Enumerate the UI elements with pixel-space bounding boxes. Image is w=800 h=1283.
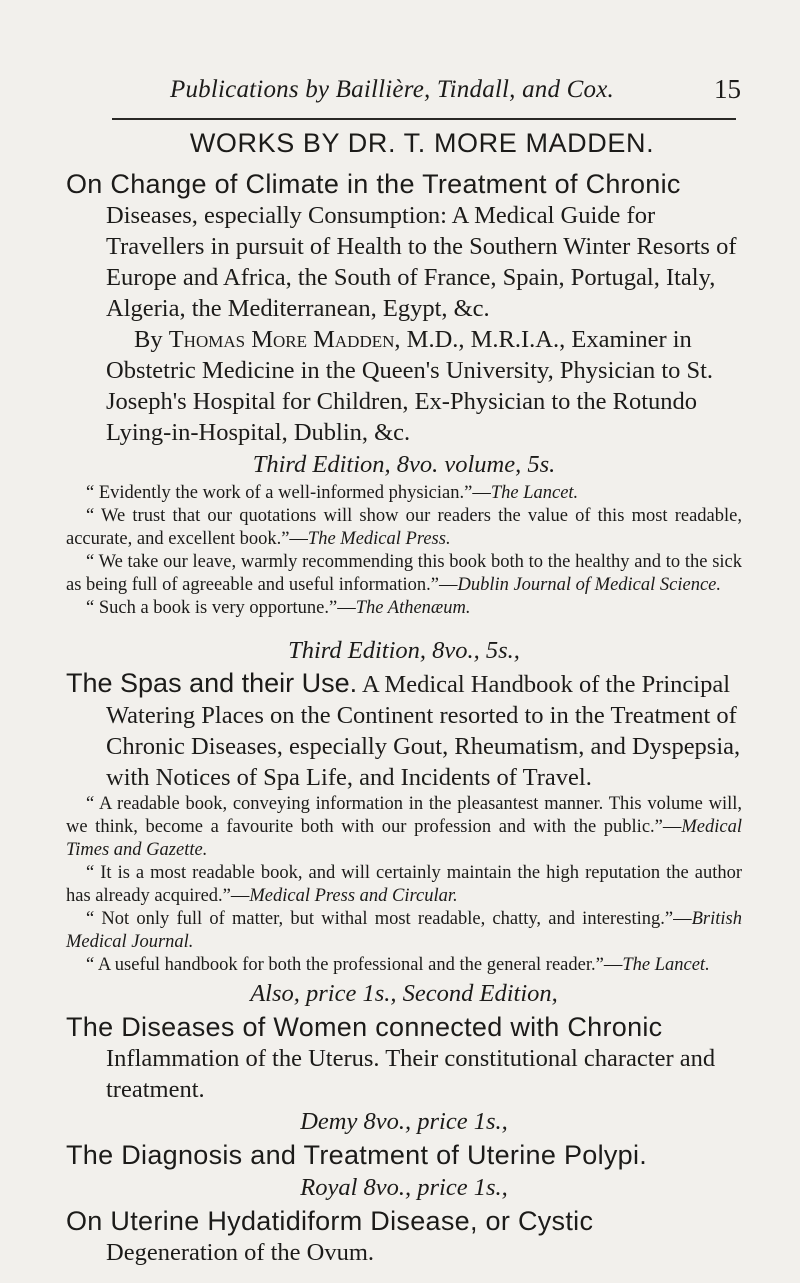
review-quote: “ It is a most readable book, and will certainly maintain the high reputation the author has already acquired.”—Medical Press and Circular.: [66, 863, 742, 906]
review-quote: “ Evidently the work of a well-informed physician.”—The Lancet.: [86, 483, 579, 503]
book-title: On Change of Climate in the Treatment of Chronic: [66, 169, 681, 199]
book-title: On Uterine Hydatidiform Disease, or Cystic: [66, 1206, 594, 1236]
book-description: The Spas and their Use. A Medical Handbook of the Principal Watering Places on the Continent resorted to in the Treatment of Chronic Diseases, especially Gout, Rheumatism, and Dyspepsia, with Notices of Spa Life, and Incidents of Travel.: [66, 668, 741, 791]
catalogue-body: [66, 168, 742, 1268]
author-name: Thomas More Madden: [168, 326, 395, 353]
book-author: [66, 324, 742, 448]
book-title: The Spas and their Use.: [66, 668, 358, 698]
book-description: Inflammation of the Uterus. Their constitutional character and treatment.: [106, 1045, 716, 1103]
book-description: Degeneration of the Ovum.: [106, 1239, 375, 1266]
book-entry-diseases-of-women: [66, 977, 742, 1105]
edition-line: Third Edition, 8vo., 5s.,: [288, 637, 520, 664]
author-credentials: , M.D., M.R.I.A., Examiner in Obstetric Medicine in the Queen's University, Physician to St. Joseph's Hospital for Children, Ex-Physician to the Rotundo Lying-in-Hospital, Dublin, &c.: [106, 326, 714, 446]
review-quote: “ A useful handbook for both the professional and the general reader.”—The Lancet.: [86, 955, 710, 975]
edition-line: Third Edition, 8vo. volume, 5s.: [252, 451, 556, 478]
author-by: By: [134, 326, 163, 353]
book-description: Diseases, especially Consumption: A Medical Guide for Travellers in pursuit of Health to the Southern Winter Resorts of Europe and Africa, the South of France, Spain, Portugal, Italy, Algeria, the Mediterranean, Egypt, &c.: [106, 202, 737, 322]
book-entry-uterine-polypi: [66, 1105, 742, 1171]
running-title: Publications by Baillière, Tindall, and Cox.: [170, 76, 614, 103]
edition-line: Royal 8vo., price 1s.,: [300, 1174, 508, 1201]
review-quotes: [66, 793, 742, 977]
review-quote: “ Such a book is very opportune.”—The Athenæum.: [86, 598, 471, 618]
review-quote: “ A readable book, conveying information in the pleasantest manner. This volume will, we think, become a favourite both with our profession and with the public.”—Medical Times and Gazette.: [66, 794, 742, 860]
page-number: 15: [714, 74, 741, 104]
book-title: The Diseases of Women connected with Chronic: [66, 1012, 663, 1042]
review-quote: “ Not only full of matter, but withal most readable, chatty, and interesting.”—British Medical Journal.: [66, 909, 742, 952]
section-heading: WORKS BY DR. T. MORE MADDEN.: [189, 128, 655, 158]
book-title: The Diagnosis and Treatment of Uterine Polypi.: [66, 1140, 648, 1170]
header-rule: [112, 118, 736, 120]
review-quote: “ We take our leave, warmly recommending this book both to the healthy and to the sick as being full of agreeable and useful information.”—Dublin Journal of Medical Science.: [66, 552, 742, 595]
edition-line: Also, price 1s., Second Edition,: [250, 980, 558, 1007]
review-quotes: [66, 482, 742, 620]
edition-line: Demy 8vo., price 1s.,: [300, 1108, 508, 1135]
book-entry-climate: [66, 168, 742, 620]
book-entry-hydatidiform: [66, 1171, 742, 1268]
review-quote: “ We trust that our quotations will show our readers the value of this most readable, accurate, and excellent book.”—The Medical Press.: [66, 506, 742, 549]
book-entry-spas: [66, 634, 742, 977]
